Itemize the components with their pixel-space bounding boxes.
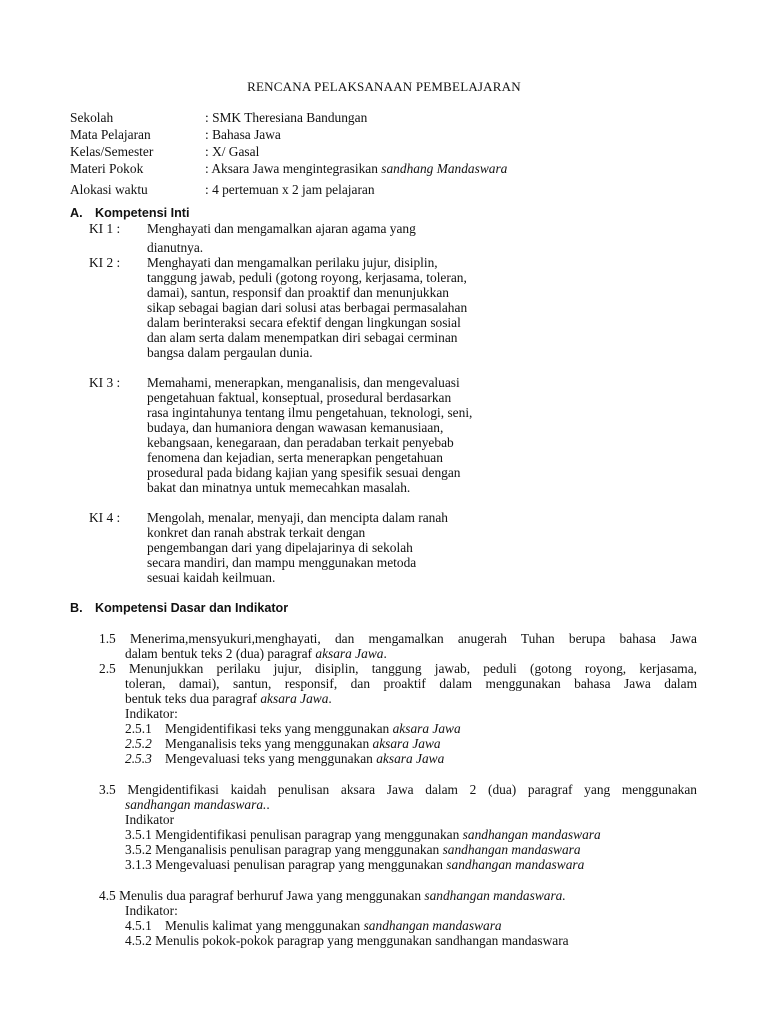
subject-value: : Bahasa Jawa <box>205 127 281 142</box>
ki3-line: prosedural pada bidang kajian yang spesifik sesuai dengan <box>147 465 461 480</box>
ki3-line: rasa ingintahunya tentang ilmu pengetahuan, teknologi, seni, <box>147 405 473 420</box>
indicator-2-5-3: 2.5.3 Mengevaluasi teks yang menggunakan aksara Jawa <box>125 751 445 766</box>
class-value: : X/ Gasal <box>205 144 260 159</box>
topic-label: Materi Pokok <box>70 161 144 176</box>
school-value: : SMK Theresiana Bandungan <box>205 110 368 125</box>
ki1-line: dianutnya. <box>147 240 204 255</box>
ki3-line: bakat dan minatnya untuk memecahkan masalah. <box>147 480 411 495</box>
ki4-line: pengembangan dari yang dipelajarinya di sekolah <box>147 540 413 555</box>
ki2-line: Menghayati dan mengamalkan perilaku jujur, disiplin, <box>147 255 438 270</box>
ki4-line: sesuai kaidah keilmuan. <box>147 570 276 585</box>
ki2-line: sikap sebagai bagian dari solusi atas berbagai permasalahan <box>147 300 468 315</box>
time-label: Alokasi waktu <box>70 182 148 197</box>
kd-1-5-line: 1.5 Menerima,mensyukuri,menghayati, dan mengamalkan anugerah Tuhan berupa bahasa Jawa <box>99 631 697 646</box>
ki2-line: damai), santun, responsif dan proaktif dan menunjukkan <box>147 285 449 300</box>
ki3-line: budaya, dan humaniora dengan wawasan kemanusiaan, <box>147 420 444 435</box>
ki4-line: Mengolah, menalar, menyaji, dan mencipta dalam ranah <box>147 510 449 525</box>
ki2-line: tanggung jawab, peduli (gotong royong, kerjasama, toleran, <box>147 270 467 285</box>
ki4-label: KI 4 : <box>89 510 121 525</box>
ki3-line: kebangsaan, kenegaraan, dan peradaban terkait penyebab <box>147 435 454 450</box>
section-a-heading: A. Kompetensi Inti <box>70 206 190 220</box>
kd-1-5-line: dalam bentuk teks 2 (dua) paragraf aksara Jawa. <box>125 646 387 661</box>
ki2-line: dan alam serta dalam menempatkan diri sebagai cerminan <box>147 330 458 345</box>
subject-label: Mata Pelajaran <box>70 127 151 142</box>
ki4-line: konkret dan ranah abstrak terkait dengan <box>147 525 366 540</box>
kd-2-5-line: bentuk teks dua paragraf aksara Jawa. <box>125 691 332 706</box>
section-b-heading: B. Kompetensi Dasar dan Indikator <box>70 601 289 615</box>
kd-3-5-line: 3.5 Mengidentifikasi kaidah penulisan aksara Jawa dalam 2 (dua) paragraf yang menggunakan <box>99 782 697 797</box>
kd-4-5-line: 4.5 Menulis dua paragraf berhuruf Jawa yang menggunakan sandhangan mandaswara. <box>99 888 566 903</box>
indikator-label: Indikator: <box>125 706 178 721</box>
ki4-line: secara mandiri, dan mampu menggunakan metoda <box>147 555 417 570</box>
class-label: Kelas/Semester <box>70 144 154 159</box>
ki3-label: KI 3 : <box>89 375 121 390</box>
indicator-2-5-1: 2.5.1 Mengidentifikasi teks yang menggunakan aksara Jawa <box>125 721 461 736</box>
indicator-4-5-2: 4.5.2 Menulis pokok-pokok paragrap yang menggunakan sandhangan mandaswara <box>125 933 569 948</box>
indicator-4-5-1: 4.5.1 Menulis kalimat yang menggunakan sandhangan mandaswara <box>125 918 502 933</box>
indikator-label: Indikator: <box>125 903 178 918</box>
ki3-line: fenomena dan kejadian, serta menerapkan pengetahuan <box>147 450 443 465</box>
ki2-label: KI 2 : <box>89 255 121 270</box>
kd-3-5-line: sandhangan mandaswara.. <box>125 797 270 812</box>
ki1-line: Menghayati dan mengamalkan ajaran agama yang <box>147 221 416 236</box>
time-value: : 4 pertemuan x 2 jam pelajaran <box>205 182 375 197</box>
indicator-3-1-3: 3.1.3 Mengevaluasi penulisan paragrap yang menggunakan sandhangan mandaswara <box>125 857 585 872</box>
ki2-line: bangsa dalam pergaulan dunia. <box>147 345 313 360</box>
indicator-3-5-1: 3.5.1 Mengidentifikasi penulisan paragrap yang menggunakan sandhangan mandaswara <box>125 827 601 842</box>
ki3-line: pengetahuan faktual, konseptual, prosedural berdasarkan <box>147 390 452 405</box>
indikator-label: Indikator <box>125 812 175 827</box>
indicator-2-5-2: 2.5.2 Menganalisis teks yang menggunakan aksara Jawa <box>125 736 441 751</box>
indicator-3-5-2: 3.5.2 Menganalisis penulisan paragrap yang menggunakan sandhangan mandaswara <box>125 842 581 857</box>
ki3-line: Memahami, menerapkan, menganalisis, dan mengevaluasi <box>147 375 460 390</box>
topic-value: : Aksara Jawa mengintegrasikan sandhang Mandaswara <box>205 161 508 176</box>
school-label: Sekolah <box>70 110 114 125</box>
kd-2-5-line: 2.5 Menunjukkan perilaku jujur, disiplin, tanggung jawab, peduli (gotong royong, kerjasama, <box>99 661 697 676</box>
ki2-line: dalam berinteraksi secara efektif dengan lingkungan sosial <box>147 315 461 330</box>
document-title: RENCANA PELAKSANAAN PEMBELAJARAN <box>247 79 521 94</box>
kd-2-5-line: toleran, damai), santun, responsif, dan proaktif dalam menggunakan bahasa Jawa dalam <box>125 676 697 691</box>
ki1-label: KI 1 : <box>89 221 121 236</box>
